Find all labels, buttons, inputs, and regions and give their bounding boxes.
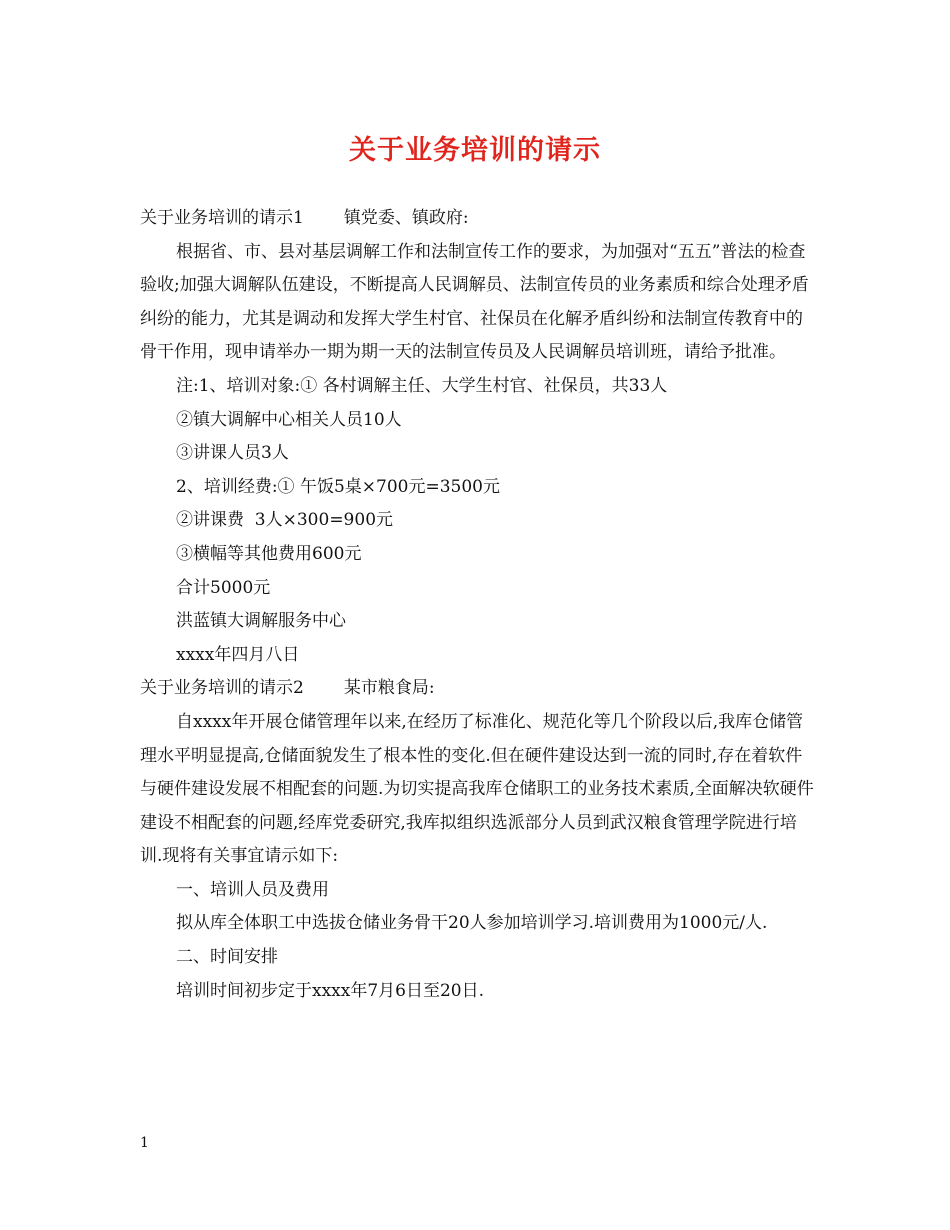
note-line-5: ②讲课费 3人×300=900元 (176, 510, 394, 531)
signature-date: xxxx年四月八日 (176, 644, 300, 665)
note-line-6: ③横幅等其他费用600元 (176, 543, 362, 564)
document-title: 关于业务培训的请示 (349, 135, 601, 166)
section1-addressee: 镇党委、镇政府: (343, 208, 469, 228)
section2-item1-body: 拟从库全体职工中选拔仓储业务骨干20人参加培训学习.培训费用为1000元/人. (176, 913, 768, 934)
section2-heading-line (140, 672, 815, 706)
section2-item2-body: 培训时间初步定于xxxx年7月6日至20日. (176, 980, 485, 1001)
section2-heading: 关于业务培训的请示2 (140, 678, 304, 699)
page-number: 1 (140, 1135, 149, 1151)
section2-item1-heading: 一、培训人员及费用 (176, 879, 329, 900)
signature-organization: 洪蓝镇大调解服务中心 (176, 611, 346, 632)
section1-heading-line (140, 202, 815, 236)
note-line-2: ②镇大调解中心相关人员10人 (176, 409, 402, 430)
note-line-4: 2、培训经费:① 午饭5桌×700元=3500元 (176, 476, 500, 497)
note-line-7: 合计5000元 (176, 577, 271, 598)
section1-heading: 关于业务培训的请示1 (140, 208, 304, 228)
section2-item2-heading: 二、时间安排 (176, 947, 278, 968)
note-line-1: 注:1、培训对象:① 各村调解主任、大学生村官、社保员，共33人 (176, 375, 668, 396)
section2-paragraph: 自xxxx年开展仓储管理年以来,在经历了标准化、规范化等几个阶段以后,我库仓储管理水平明显提高,仓储面貌发生了根本性的变化.但在硬件建设达到一流的同时,存在着软件与硬件建设发展不相配套的问题.为切实提高我库仓储职工的业务技术素质,全面解决软硬件建设不相配套的问题,经库党委研究,我库拟组织选派部分人员到武汉粮食管理学院进行培训.现将有关事宜请示如下: (140, 711, 814, 867)
section1-paragraph: 根据省、市、县对基层调解工作和法制宣传工作的要求，为加强对“五五”普法的检查验收;加强大调解队伍建设，不断提高人民调解员、法制宣传员的业务素质和综合处理矛盾纠纷的能力，尤其是调动和发挥大学生村官、社保员在化解矛盾纠纷和法制宣传教育中的骨干作用，现申请举办一期为期一天的法制宣传员及人民调解员培训班，请给予批准。 (140, 241, 809, 363)
section2-addressee: 某市粮食局: (343, 678, 435, 699)
document-body (140, 202, 815, 1008)
note-line-3: ③讲课人员3人 (176, 443, 289, 464)
